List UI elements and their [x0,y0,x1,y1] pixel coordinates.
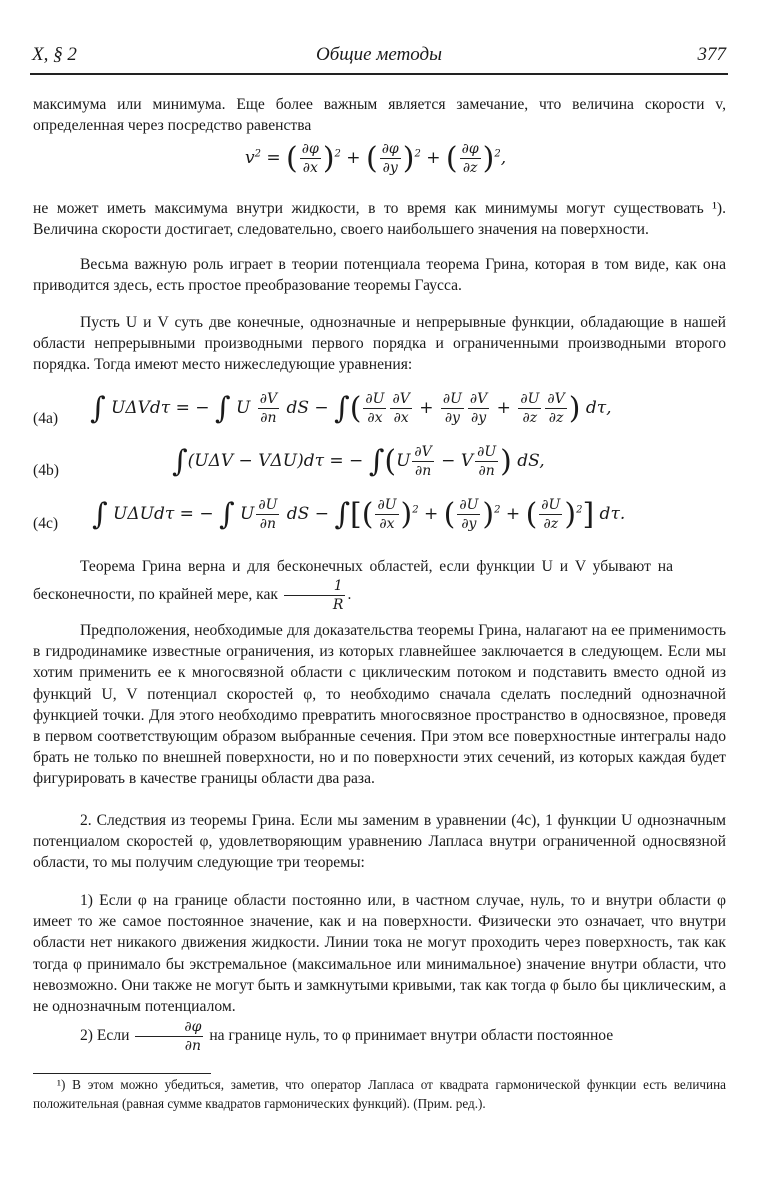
header-rule [30,73,728,75]
footnote: ¹) В этом можно убедиться, заметив, что оператор Лапласа от квадрата гармонической функции есть величина положительная (равная сумме квадратов гармонических функций). (Прим. ред.). [33,1077,726,1111]
running-title: Общие методы [315,44,443,65]
fraction-1-over-R: $\frac{1}{R}$ [284,577,346,614]
paragraph-9 [33,1018,726,1055]
paragraph-6: Предположения, необходимые для доказательства теоремы Грина, налагают на ее применимость в гидродинамике известные ограничения, из которых главнейшее заключается в следующем. Если мы хотим применить ее к многосвязной области с циклическим потоком и подставить вместо одной из функций U, V потенциал скоростей φ, то необходимо сначала сделать последний однозначной функцией точки. Для этого необходимо превратить многосвязное пространство в односвязное, проведя в первом соответствующим образом выбранные сечения. При этом все поверхностные интегралы надо брать не только по внешней поверхности, но и по поверхности этих сечений, из которых каждая будет фигурировать в качестве границы области два раза. [33,622,726,788]
footnote-rule [33,1073,211,1074]
paragraph-9-text: на границе нуль, то φ принимает внутри области постоянное [209,1027,614,1045]
eq-label-4b: (4b) [33,462,59,479]
paragraph-7: 2. Следствия из теоремы Грина. Если мы заменим в уравнении (4c), 1 функции U однозначным потенциалом скоростей φ, удовлетворяющим уравнению Лапласа внутри ограниченной односвязной области, то мы получим следующие три теоремы: [33,812,726,872]
paragraph-8: 1) Если φ на границе области постоянно или, в частном случае, нуль, то и внутри области φ имеет то же самое постоянное значение, как и на поверхности. Физически это означает, что внутри области нет никакого движения жидкости. Линии тока не могут проходить через поверхность, так как тогда φ принимало бы экстремальное (максимальное или минимальное) значение внутри области, что невозможно. Они также не могут быть и замкнутыми кривыми, так как тогда φ было бы циклическим, а не однозначным потенциалом. [33,892,726,1016]
eq-label-4a: (4a) [33,410,59,427]
equation-4c: ∫ UΔUdτ = − ∫ U $\frac{\partial U}{\partial n}$ dS − ∫[( $\frac{\partial U}{\partial x}$ )$^2$ + ( $\frac{\partial U}{\partial y}$ )$^2$ + ( $\frac{\partial U}{\partial z}$ )$^2$] dτ. [92,497,626,532]
equation-4a: ∫ UΔVdτ = − ∫ U $\frac{\partial V}{\partial n}$ dS − ∫( $\frac{\partial U}{\partial x}$ $\frac{\partial V}{\partial x}$ + $\frac{\partial U}{\partial y}$ $\frac{\partial V}{\partial y}$ + $\frac{\partial U}{\partial z}$ $\frac{\partial V}{\partial z}$ ) dτ, [90,391,612,426]
fraction-dphi-dn: $\frac{\partial\varphi}{\partial n}$ [135,1018,203,1055]
paragraph-5: Теорема Грина верна и для бесконечных областей, если функции U и V убывают на бесконечности, по крайней мере, как $\frac{1}{R}$ . [33,558,673,614]
equation-v-squared: $v^2$ = ( $\frac{\partial\varphi}{\partial x}$ )$^2$ + ( $\frac{\partial\varphi}{\partial y}$ )$^2$ + ( $\frac{\partial\varphi}{\partial z}$ )$^2$, [245,141,507,176]
paragraph-5-text: Теорема Грина верна и для бесконечных областей, если функции U и V убывают на бесконечности, по крайней мере, как [33,558,673,604]
paragraph-1: максимума или минимума. Еще более важным является замечание, что величина скорости v, определенная через посредство равенства [33,96,726,135]
paragraph-4: Пусть U и V суть две конечные, однозначные и непрерывные функции, обладающие в нашей области непрерывными производными первого порядка и ограниченными производными второго порядка. Тогда имеют место нижеследующие уравнения: [33,314,726,374]
eq-label-4c: (4c) [33,515,59,532]
running-header [32,44,726,70]
paragraph-2: не может иметь максимума внутри жидкости, в то время как минимумы могут существовать ¹). Величина скорости достигает, следовательно, своего наибольшего значения на поверхности. [33,200,726,239]
section-ref: X, § 2 [32,44,77,65]
page-number: 377 [697,44,726,65]
equation-4b: ∫(UΔV − VΔU)dτ = − ∫(U $\frac{\partial V}{\partial n}$ − V $\frac{\partial U}{\partial n}$ ) dS, [172,444,545,479]
paragraph-3: Весьма важную роль играет в теории потенциала теорема Грина, которая в том виде, как она приводится здесь, есть простое преобразование теоремы Гаусса. [33,256,726,295]
paragraph-9-prefix: 2) Если [80,1027,130,1045]
